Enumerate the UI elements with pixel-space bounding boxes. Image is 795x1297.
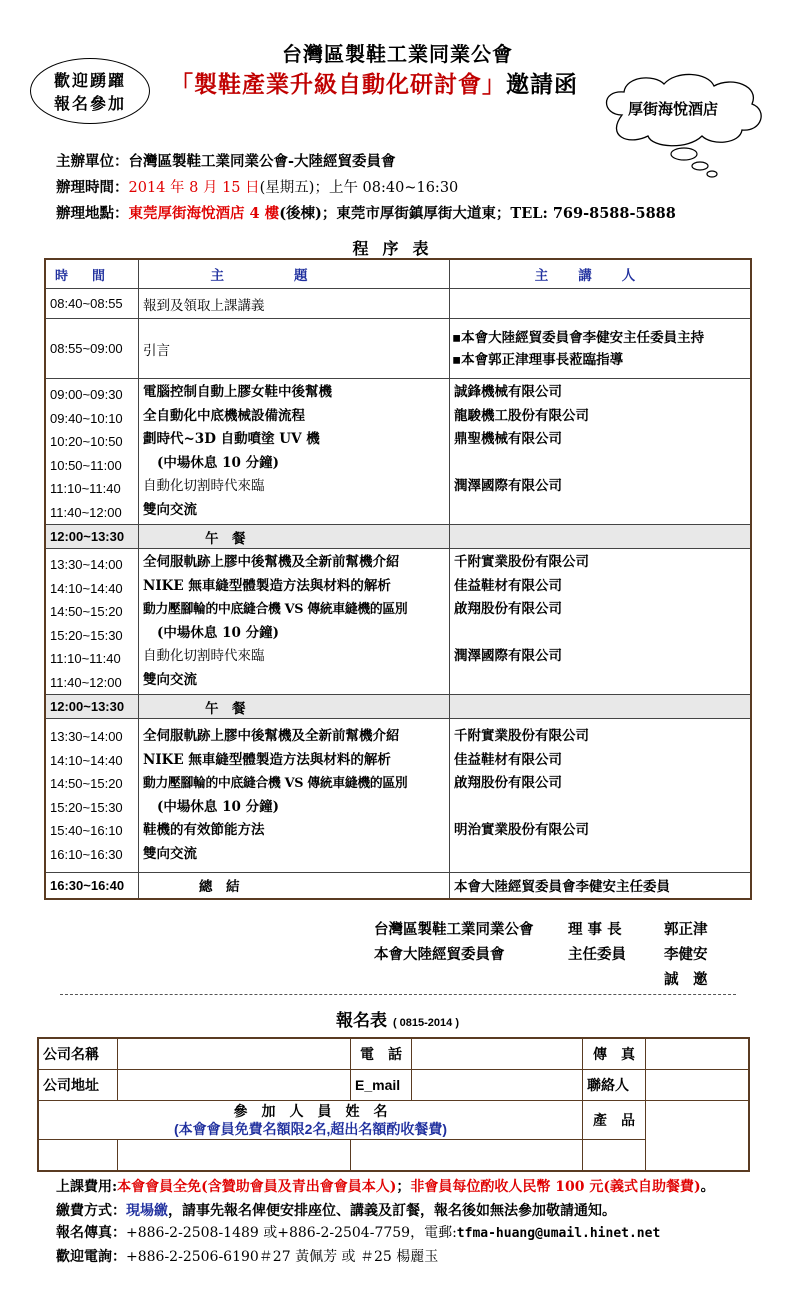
organizer-value: 台灣區製鞋工業同業公會-大陸經貿委員會	[128, 153, 396, 170]
row-time: 08:55~09:00	[45, 319, 139, 379]
thought-cloud-icon	[592, 70, 770, 180]
label-contact: 聯絡人	[583, 1070, 646, 1101]
lunch-time: 12:00~13:30	[45, 525, 139, 549]
schedule-table	[44, 258, 752, 900]
label-phone: 電 話	[351, 1038, 412, 1070]
form-title-text: 報名表	[336, 1011, 388, 1031]
time-rest: (星期五)；上午 08:40~16:30	[259, 180, 459, 196]
company-address-field[interactable]	[118, 1070, 351, 1101]
speaker-line: ▪本會大陸經貿委員會李健安主任委員主持	[452, 329, 705, 346]
divider	[60, 994, 736, 995]
summary-time: 16:30~16:40	[45, 873, 139, 899]
payment-label: 繳費方式：	[56, 1203, 126, 1219]
product-field[interactable]	[646, 1101, 750, 1172]
fee-nonmember: 非會員每位酌收人民幣 100 元(義式自助餐費)	[410, 1179, 701, 1195]
block-times: 13:30~14:00 14:10~14:40 14:50~15:20 15:20~15:30 11:10~11:40 11:40~12:00	[45, 549, 139, 695]
block-topics: 全伺服軌跡上膠中後幫機及全新前幫機介紹 NIKE 無車縫型體製造方法與材料的解析 動力壓腳輪的中底縫合機 VS 傳統車縫機的區別 (中場休息 10 分鐘) 自動化切割時代來臨 雙向交流	[139, 549, 450, 695]
payment-note: ，請事先報名俾便安排座位、講義及訂餐，報名後如無法參加敬請通知。	[168, 1203, 616, 1219]
summary-topic: 總 結	[139, 873, 450, 899]
label-email: E_mail	[351, 1070, 412, 1101]
schedule-header-row	[45, 259, 751, 289]
summary-row	[45, 873, 751, 899]
row-time: 08:40~08:55	[45, 289, 139, 319]
welcome-bubble	[30, 58, 150, 124]
attendees-note: (本會會員免費名額限2名,超出名額酌收餐費)	[174, 1121, 447, 1137]
block-times: 09:00~09:30 09:40~10:10 10:20~10:50 10:50~11:00 11:10~11:40 11:40~12:00	[45, 379, 139, 525]
fax-label: 報名傳真：	[56, 1225, 126, 1241]
payment-line	[56, 1200, 616, 1220]
block-speakers: 誠鋒機械有限公司 龍駿機工股份有限公司 鼎聖機械有限公司 潤澤國際有限公司	[450, 379, 752, 525]
invite-word: 邀請函	[506, 71, 578, 98]
table-row	[45, 379, 751, 525]
place-line	[56, 202, 676, 223]
fee-member: 本會會員全免(含贊助會員及青出會會員本人)	[117, 1179, 397, 1195]
schedule-title: 程序表	[352, 239, 443, 258]
attendee-field-1[interactable]	[38, 1140, 118, 1172]
signature-name-2: 李健安	[664, 946, 708, 963]
email-link[interactable]: tfma-huang@umail.hinet.net	[456, 1226, 661, 1241]
company-name-field[interactable]	[118, 1038, 351, 1070]
signature-name-1: 郭正津	[664, 921, 708, 938]
table-row	[45, 549, 751, 695]
table-row	[45, 319, 751, 379]
time-line	[56, 176, 458, 197]
label-product: 產 品	[583, 1101, 646, 1140]
place-venue: 東莞厚街海悅酒店 4 樓	[128, 205, 280, 222]
payment-method: 現場繳	[126, 1203, 168, 1219]
event-name: 「製鞋產業升級自動化研討會」	[170, 71, 506, 98]
organization-title: 台灣區製鞋工業同業公會	[282, 42, 513, 66]
attendees-label: 參 加 人 員 姓 名	[233, 1103, 388, 1119]
label-fax: 傳 真	[583, 1038, 646, 1070]
attendee-field-3[interactable]	[351, 1140, 583, 1172]
lunch-row	[45, 695, 751, 719]
bubble-line-1: 歡迎踴躍	[53, 71, 126, 90]
fax-field[interactable]	[646, 1038, 750, 1070]
fee-line: 上課費用:本會會員全免(含贊助會員及青出會會員本人)；非會員每位酌收人民幣 100 元(義式自助餐費)。	[56, 1179, 715, 1195]
block-topics: 全伺服軌跡上膠中後幫機及全新前幫機介紹 NIKE 無車縫型體製造方法與材料的解析 動力壓腳輪的中底縫合機 VS 傳統車縫機的區別 (中場休息 10 分鐘) 鞋機的有效節能方法 雙向交流	[139, 719, 450, 873]
attendee-field-4[interactable]	[583, 1140, 646, 1172]
signature-org-1: 台灣區製鞋工業同業公會	[374, 921, 534, 938]
time-date: 2014 年 8 月 15 日	[128, 180, 260, 196]
header-topic: 主題	[139, 259, 450, 289]
header-time: 時間	[45, 259, 139, 289]
signature-title-1: 理 事 長	[568, 921, 622, 938]
organizer-label: 主辦單位：	[56, 153, 129, 170]
speaker-line: ▪本會郭正津理事長蒞臨指導	[452, 351, 624, 368]
lunch-label: 午 餐	[139, 525, 450, 549]
organizer-line	[56, 150, 396, 171]
summary-speaker: 本會大陸經貿委員會李健安主任委員	[450, 873, 752, 899]
label-company-address: 公司地址	[38, 1070, 118, 1101]
place-label: 辦理地點：	[56, 205, 129, 222]
time-label: 辦理時間：	[56, 179, 129, 196]
block-topics: 電腦控制自動上膠女鞋中後幫機 全自動化中底機械設備流程 劃時代~3D 自動噴塗 UV 機 (中場休息 10 分鐘) 自動化切割時代來臨 雙向交流	[139, 379, 450, 525]
signature-invite: 誠 邀	[664, 971, 708, 988]
row-topic: 報到及領取上課講義	[139, 289, 450, 319]
registration-form	[37, 1037, 750, 1172]
contact-field[interactable]	[646, 1070, 750, 1101]
table-row	[45, 719, 751, 873]
block-times: 13:30~14:00 14:10~14:40 14:50~15:20 15:20~15:30 15:40~16:10 16:10~16:30	[45, 719, 139, 873]
signature-title-2: 主任委員	[568, 946, 626, 963]
fee-label: 上課費用:	[56, 1179, 118, 1195]
form-code: ( 0815-2014 )	[392, 1017, 459, 1029]
lunch-label: 午 餐	[139, 695, 450, 719]
cloud-label: 厚街海悅酒店	[628, 100, 719, 118]
table-row	[45, 289, 751, 319]
row-topic: 引言	[139, 319, 450, 379]
fax-line	[56, 1222, 660, 1242]
lunch-time: 12:00~13:30	[45, 695, 139, 719]
bubble-line-2: 報名參加	[53, 94, 126, 113]
tel-value: +886-2-2506-6190＃27 黃佩芳 或 ＃25 楊麗玉	[126, 1249, 439, 1265]
attendees-header	[38, 1101, 583, 1140]
phone-field[interactable]	[412, 1038, 583, 1070]
block-speakers: 千附實業股份有限公司 佳益鞋材有限公司 啟翔股份有限公司 明治實業股份有限公司	[450, 719, 752, 873]
form-title	[0, 1006, 795, 1031]
event-title	[170, 66, 578, 99]
row-speaker	[450, 289, 752, 319]
attendee-field-2[interactable]	[118, 1140, 351, 1172]
lunch-row	[45, 525, 751, 549]
block-speakers: 千附實業股份有限公司 佳益鞋材有限公司 啟翔股份有限公司 潤澤國際有限公司	[450, 549, 752, 695]
tel-line	[56, 1246, 438, 1266]
email-field[interactable]	[412, 1070, 583, 1101]
fax-numbers: +886-2-2508-1489 或+886-2-2504-7759，電郵:	[126, 1225, 457, 1241]
place-rest: (後棟)；東莞市厚街鎮厚街大道東；TEL: 769-8588-5888	[279, 205, 676, 222]
tel-label: 歡迎電詢：	[56, 1249, 126, 1265]
label-company-name: 公司名稱	[38, 1038, 118, 1070]
header-speaker: 主講人	[450, 259, 752, 289]
row-speaker	[450, 319, 752, 379]
signature-org-2: 本會大陸經貿委員會	[374, 946, 505, 963]
